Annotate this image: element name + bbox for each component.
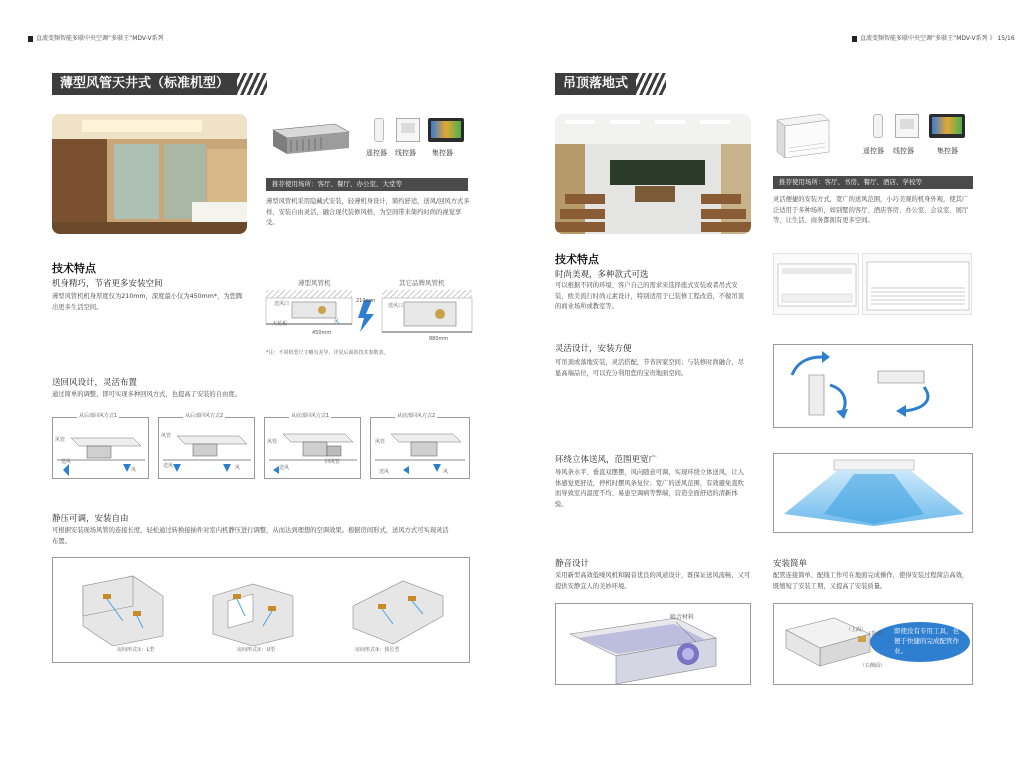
- right-section-title-bar: [555, 73, 666, 95]
- controller-label-remote: 遥控器: [366, 149, 387, 157]
- right-feature3-title: 环绕立体送风，范围更宽广: [555, 455, 658, 465]
- controllers-right: [863, 114, 970, 159]
- right-feature4-text: 采用新型高效低噪风机和隔音优良的风道设计，既保证送风流畅，又可提供安静宜人的美妙环境。: [555, 572, 751, 590]
- remote-control-icon: [374, 118, 384, 142]
- label-top: （上面）: [846, 627, 867, 633]
- right-feature1-title: 时尚美观，多种款式可选: [555, 270, 649, 280]
- return-mode-2: [158, 413, 255, 479]
- install-orientation-diagram: [773, 344, 973, 428]
- return-air-modes: [52, 412, 470, 480]
- right-feature2-text: 可吊顶或落地安装，灵活搭配，节省居家空间；与装修时尚融合，尽显高端品位，可以充分利用您的宝贵地面空间。: [555, 359, 744, 377]
- controller-label-central-right: 集控器: [937, 147, 958, 155]
- unit-style-photo-2: [862, 253, 972, 315]
- controller-label-wired: 线控器: [395, 149, 416, 157]
- duct-label-4: 风管: [375, 439, 386, 445]
- return-mode-2-label: 从后部回风方式2: [185, 413, 224, 419]
- diagram-note: *注：不同机型尺寸略有差异，详见后面的技术参数表。: [266, 350, 389, 356]
- supply-label-4: 送风: [379, 469, 390, 475]
- right-intro-text: 灵活便捷的安装方式，宽广的送风范围，小巧美观的机身外观，使其广泛适用于多种场所，如别墅的客厅、酒店客房、办公室、会议室、展厅等，让生活、商务都拥有更多空间。: [773, 196, 969, 224]
- sound-material-label: 吸音材料: [670, 614, 695, 621]
- room-type-l: 房间形式①：L型: [117, 647, 155, 653]
- ceiling-label: 天花板: [272, 321, 288, 327]
- wired-controller-icon: [396, 118, 420, 142]
- running-header-right: [852, 33, 1015, 42]
- return-mode-4: [370, 413, 470, 479]
- right-usage-bar: 推荐使用场所：客厅、书房、餐厅、酒店、学校等: [773, 176, 973, 189]
- supply-label-1: 送风: [61, 459, 72, 465]
- dim-450: 450mm: [312, 330, 332, 336]
- controller-label-remote-right: 遥控器: [863, 147, 884, 155]
- left-feature1-text: 薄型风管机机身厚度仅为210mm，深度最小仅为450mm*，为您腾出更多生活空间。: [52, 293, 243, 311]
- wired-controller-icon-right: [895, 114, 919, 138]
- duct-label-3: 风管: [267, 439, 278, 445]
- hotel-room-photo: [52, 114, 247, 234]
- right-feature5-text: 配管连接简单、配线工作可在地面完成操作，使得安装过程简洁高效，既缩短了安装工期，又提高了安装质量。: [773, 572, 969, 590]
- central-controller-icon-right: [929, 114, 965, 138]
- diagram-label-thin: 薄型风管机: [298, 279, 331, 287]
- left-tech-title: 技术特点: [52, 262, 96, 275]
- outlet-label-b: 送风口: [388, 303, 404, 309]
- silent-design-diagram: [555, 603, 751, 685]
- left-intro-text: 薄型风管机采用隐藏式安装，轻薄机身设计，简约舒适，送风/回风方式多样，安装自由灵活，融合现代装修风格，为空间带来简约时尚的视觉享受。: [266, 198, 470, 226]
- duct-label-2: 风管: [161, 433, 172, 439]
- left-section-title-bar: [52, 73, 267, 95]
- supply-label-2: 送风: [163, 463, 174, 469]
- diagram-label-other: 其它品牌风管机: [399, 279, 445, 287]
- running-header-left-text: 直流变频智能多联中央空调“多联王”MDV-V系列: [36, 35, 164, 42]
- left-usage-bar: 推荐使用场所：客厅、餐厅、办公室、大堂等: [266, 178, 468, 191]
- dim-210: 210mm: [356, 298, 376, 304]
- central-controller-icon: [428, 118, 464, 142]
- wind-label-1: 风: [131, 467, 137, 473]
- right-feature2-title: 灵活设计，安装方便: [555, 344, 632, 354]
- return-mode-4-label: 从底部回风方式2: [397, 413, 436, 419]
- surround-airflow-diagram: [773, 453, 973, 533]
- wind-label-4: 风: [443, 469, 449, 475]
- left-feature3-title: 静压可调，安装自由: [52, 514, 129, 524]
- duct-label-1: 风管: [55, 437, 66, 443]
- return-duct-label: 回风管: [325, 459, 341, 465]
- dim-880: 880mm: [429, 336, 449, 342]
- remote-control-icon-right: [873, 114, 883, 138]
- easy-install-diagram: [773, 603, 973, 685]
- right-feature3-text: 导风条水平、垂直双摆摆，风向随意可调，实现环绕立体送风，让人体感觉更舒适，停机时摆风条复位；宽广的送风范围，有效避免直吹而导致室内温度不均、易患空调病等弊端，营造全面舒适的清新体验。: [555, 469, 744, 508]
- running-header-right-text: 直流变频智能多联中央空调“多联王”MDV-V系列 》 15/16: [860, 35, 1015, 42]
- wind-label-2: 风: [235, 465, 241, 471]
- wind-label: 风: [334, 319, 340, 325]
- title-stripes-right: [636, 73, 666, 95]
- controller-label-wired-right: 线控器: [893, 147, 914, 155]
- left-feature2-text: 通过简单的调整，即可实现多种回风方式，也提高了安装的自由度。: [52, 391, 241, 398]
- controllers-left: [366, 118, 467, 163]
- left-feature1-title: 机身精巧，节省更多安装空间: [52, 279, 163, 289]
- title-stripes: [237, 73, 267, 95]
- label-side: （右侧面）: [860, 663, 886, 669]
- thickness-comparison-diagram: [264, 278, 474, 358]
- return-mode-3: [264, 413, 361, 479]
- supply-label-3: 送风: [279, 465, 290, 471]
- right-tech-title: 技术特点: [555, 253, 599, 266]
- unit-style-photo-1: [773, 253, 859, 315]
- running-header-left: [28, 33, 164, 42]
- install-callout: 即使没有专用工具，也便于快捷的完成配管作业。: [894, 627, 959, 655]
- controller-label-central: 集控器: [432, 149, 453, 157]
- right-feature4-title: 静音设计: [555, 559, 590, 569]
- room-type-u: 房间形式②：U型: [237, 647, 276, 653]
- left-feature3-text: 可根据安装现场风管的连接长度，轻松通过转换接插件对室内机静压进行调整，从而达到理想的空调效果。根据房间形式，送风方式可实现灵活布置。: [52, 527, 449, 545]
- return-mode-1-label: 从后部回风方式1: [79, 413, 118, 419]
- left-feature2-title: 送回风设计，灵活布置: [52, 378, 138, 388]
- return-mode-1: [52, 413, 149, 479]
- right-section-title: 吊顶落地式: [555, 73, 636, 95]
- room-type-long: 房间形式③：狭长型: [355, 647, 400, 653]
- duct-unit-image: [265, 118, 355, 158]
- left-section-title: 薄型风管天井式（标准机型）: [52, 73, 237, 95]
- return-mode-3-label: 从底部回风方式1: [291, 413, 330, 419]
- room-layout-box: [52, 557, 470, 663]
- right-feature5-title: 安装简单: [773, 559, 808, 569]
- ceiling-floor-unit-image: [773, 112, 833, 162]
- right-feature1-text: 可以根据不同的环境、客户自己的需求来选择座式安装或者吊式安装，欧美流行时尚元素设计，特别适用于已装修工程改造，不做吊顶的商业场所或教室等。: [555, 282, 744, 310]
- classroom-photo: [555, 114, 751, 234]
- label-back: （背面）: [866, 631, 887, 637]
- outlet-label-a: 送风口: [274, 301, 290, 307]
